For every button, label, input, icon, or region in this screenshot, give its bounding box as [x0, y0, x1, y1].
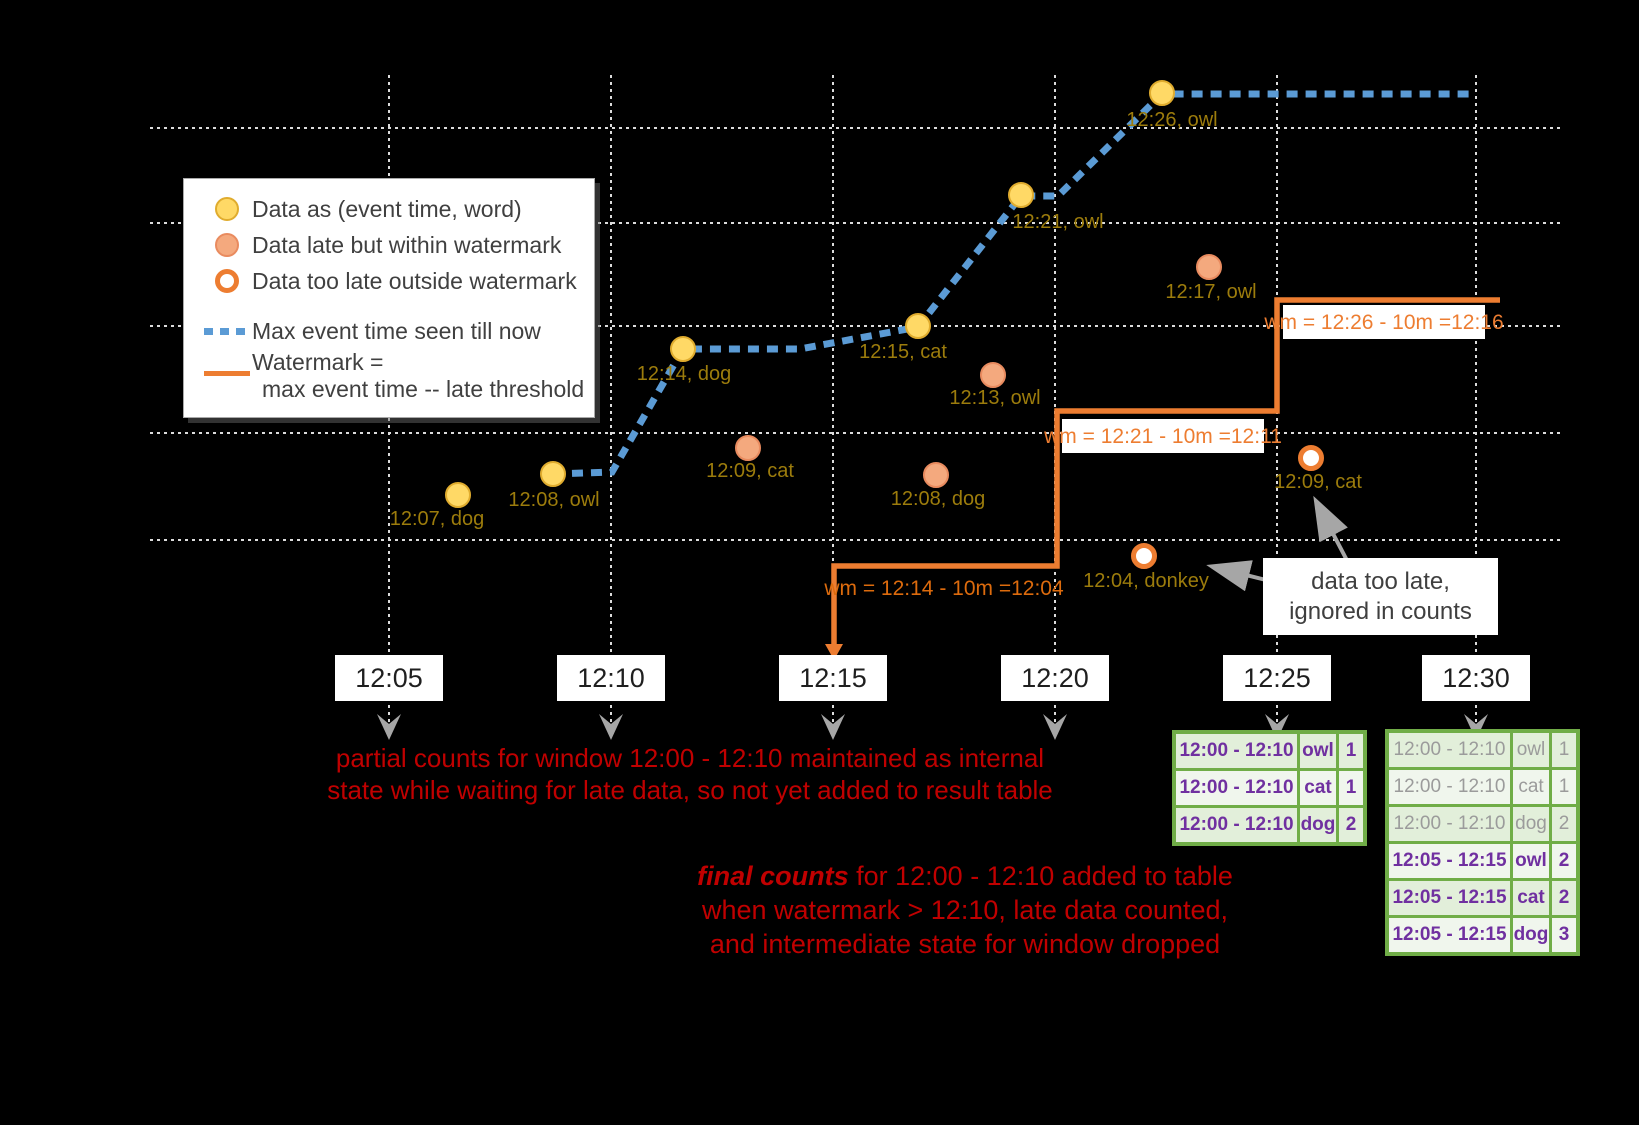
legend-label-line2: max event time -- late threshold: [262, 376, 585, 402]
data-point-ontime: [1150, 81, 1174, 105]
legend-label: Data as (event time, word): [252, 195, 522, 222]
x-axis-label-12-10: 12:10: [557, 655, 665, 701]
data-point-label: 12:07, dog: [389, 508, 485, 530]
final-counts-line2: when watermark > 12:10, late data counted,: [701, 895, 1229, 925]
data-point-ontime: [446, 483, 470, 507]
data-point-label: 12:04, donkey: [1083, 570, 1209, 592]
table-cell-window: 12:00 - 12:10: [1176, 771, 1297, 805]
legend-label: Data too late outside watermark: [252, 267, 577, 294]
table-cell-word: owl: [1300, 734, 1336, 768]
table-cell-word: owl: [1513, 733, 1549, 767]
data-point-late: [1197, 255, 1221, 279]
data-point-label: 12:26, owl: [1126, 109, 1218, 131]
data-point-label: 12:21, owl: [1012, 211, 1104, 233]
legend-label: Watermark =: [252, 349, 384, 375]
watermark-label: wm = 12:21 - 10m =12:11: [1044, 425, 1282, 448]
axis-arrowhead-icon: [377, 714, 401, 740]
x-axis-label-12-30: 12:30: [1422, 655, 1530, 701]
table-cell-count: 3: [1552, 918, 1576, 952]
x-axis-label-12-25: 12:25: [1223, 655, 1331, 701]
table-cell-word: dog: [1513, 807, 1549, 841]
table-cell-word: cat: [1513, 770, 1549, 804]
watermark-down-arrow-icon: [825, 644, 843, 660]
table-cell-word: owl: [1513, 844, 1549, 878]
data-point-late: [981, 363, 1005, 387]
axis-arrowhead-icon: [821, 714, 845, 740]
axis-arrowhead-icon: [1265, 714, 1289, 740]
legend-item-late: [202, 227, 594, 263]
data-point-label: 12:08, dog: [890, 488, 986, 510]
data-point-ontime: [671, 337, 695, 361]
table-cell-count: 2: [1339, 808, 1363, 842]
table-cell-count: 1: [1339, 734, 1363, 768]
data-point-ontime: [541, 462, 565, 486]
partial-counts-line2: state while waiting for late data, so not yet added to result table: [327, 775, 1053, 805]
table-cell-count: 2: [1552, 844, 1576, 878]
data-point-late: [736, 436, 760, 460]
too-late-line2: ignored in counts: [1289, 598, 1472, 625]
table-cell-window: 12:05 - 12:15: [1389, 881, 1510, 915]
watermark-label: wm = 12:26 - 10m =12:16: [1264, 311, 1504, 334]
data-point-late: [924, 463, 948, 487]
toolate-dot-icon: [202, 269, 252, 293]
table-cell-count: 2: [1552, 881, 1576, 915]
table-cell-window: 12:05 - 12:15: [1389, 918, 1510, 952]
data-point-label: 12:14, dog: [636, 363, 732, 385]
data-point-too-late: [1134, 546, 1155, 567]
data-point-label: 12:13, owl: [949, 387, 1041, 409]
table-cell-count: 1: [1552, 733, 1576, 767]
data-point-label: 12:17, owl: [1165, 281, 1257, 303]
legend-item-max-event-time: [202, 313, 594, 349]
x-axis-label-12-20: 12:20: [1001, 655, 1109, 701]
too-late-callout: [1263, 558, 1498, 635]
legend-item-watermark: [202, 349, 594, 403]
watermark-label: wm = 12:14 - 10m =12:04: [824, 577, 1064, 600]
axis-arrowhead-icon: [599, 714, 623, 740]
final-counts-line1: final counts for 12:00 - 12:10 added to table: [697, 861, 1233, 891]
table-cell-window: 12:00 - 12:10: [1176, 734, 1297, 768]
table-cell-count: 1: [1552, 770, 1576, 804]
data-point-too-late: [1301, 448, 1322, 469]
table-cell-window: 12:00 - 12:10: [1389, 733, 1510, 767]
table-cell-word: dog: [1300, 808, 1336, 842]
data-point-label: 12:08, owl: [508, 489, 600, 511]
final-counts-line3: and intermediate state for window dropped: [709, 929, 1221, 959]
table-cell-window: 12:00 - 12:10: [1389, 770, 1510, 804]
blue-dashed-line-icon: [202, 328, 252, 335]
legend: [183, 178, 595, 418]
legend-item-toolate: [202, 263, 594, 299]
table-cell-window: 12:05 - 12:15: [1389, 844, 1510, 878]
legend-item-ontime: [202, 191, 594, 227]
data-point-label: 12:09, cat: [706, 460, 794, 482]
max-event-time-line: [553, 94, 1475, 474]
partial-counts-line1: partial counts for window 12:00 - 12:10 maintained as internal: [335, 743, 1045, 773]
data-point-ontime: [1009, 183, 1033, 207]
ontime-dot-icon: [202, 197, 252, 221]
table-cell-window: 12:00 - 12:10: [1176, 808, 1297, 842]
data-point-ontime: [906, 314, 930, 338]
table-cell-word: cat: [1513, 881, 1549, 915]
table-cell-word: dog: [1513, 918, 1549, 952]
too-late-line1: data too late,: [1311, 568, 1450, 595]
orange-line-icon: [202, 371, 252, 376]
table-cell-count: 2: [1552, 807, 1576, 841]
legend-label: Max event time seen till now: [252, 317, 541, 344]
final-counts-note: [645, 859, 1285, 961]
x-axis-label-12-15: 12:15: [779, 655, 887, 701]
late-dot-icon: [202, 233, 252, 257]
legend-label: Data late but within watermark: [252, 231, 562, 258]
axis-arrowhead-icon: [1464, 714, 1488, 740]
table-cell-window: 12:00 - 12:10: [1389, 807, 1510, 841]
table-cell-word: cat: [1300, 771, 1336, 805]
partial-counts-note: [300, 742, 1080, 806]
data-point-label: 12:15, cat: [859, 341, 947, 363]
x-axis-label-12-05: 12:05: [335, 655, 443, 701]
data-point-label: 12:09, cat: [1274, 471, 1362, 493]
axis-arrowhead-icon: [1043, 714, 1067, 740]
table-cell-count: 1: [1339, 771, 1363, 805]
